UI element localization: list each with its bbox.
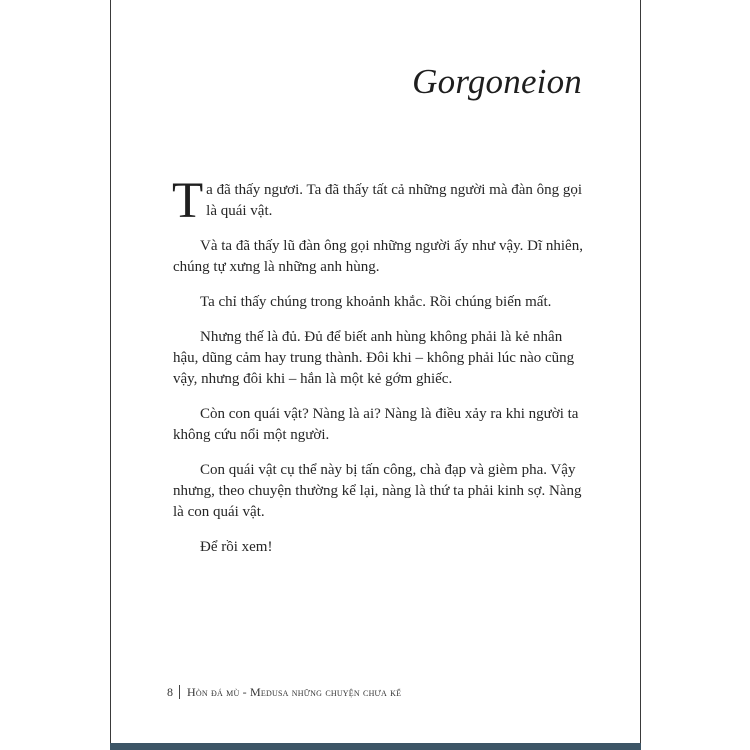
next-page-edge [110, 743, 641, 750]
paragraph-4: Nhưng thế là đủ. Đủ để biết anh hùng không phải là kẻ nhân hậu, dũng cảm hay trung thành. Đôi khi – không phải lúc nào cũng vậy, nhưng đôi khi – hắn là một kẻ gớm ghiếc. [173, 329, 575, 387]
paragraph-2: Và ta đã thấy lũ đàn ông gọi những người ấy như vậy. Dĩ nhiên, chúng tự xưng là những anh hùng. [173, 238, 583, 275]
paragraph-3: Ta chỉ thấy chúng trong khoảnh khắc. Rồi chúng biến mất. [200, 294, 552, 310]
footer-divider [179, 685, 180, 699]
paragraph-1-text: a đã thấy ngươi. Ta đã thấy tất cả những người mà đàn ông gọi là quái vật. [206, 182, 583, 219]
page-number: 8 [167, 685, 173, 699]
page-right-border [640, 0, 641, 750]
page-left-border [110, 0, 111, 750]
paragraph-7: Để rồi xem! [200, 539, 273, 555]
page-footer [167, 685, 401, 700]
paragraph-1 [172, 173, 585, 229]
paragraph-6: Con quái vật cụ thể này bị tấn công, chà đạp và gièm pha. Vậy nhưng, theo chuyện thường kể lại, nàng là thứ ta phải kinh sợ. Nàng là con quái vật. [173, 462, 582, 520]
chapter-title: Gorgoneion [412, 62, 582, 101]
running-title: Hòn đá mù - Medusa những chuyện chưa kể [187, 685, 402, 699]
drop-cap: T [172, 173, 204, 229]
paragraph-5: Còn con quái vật? Nàng là ai? Nàng là điều xảy ra khi người ta không cứu nổi một người. [173, 406, 579, 443]
body-text [172, 173, 585, 572]
